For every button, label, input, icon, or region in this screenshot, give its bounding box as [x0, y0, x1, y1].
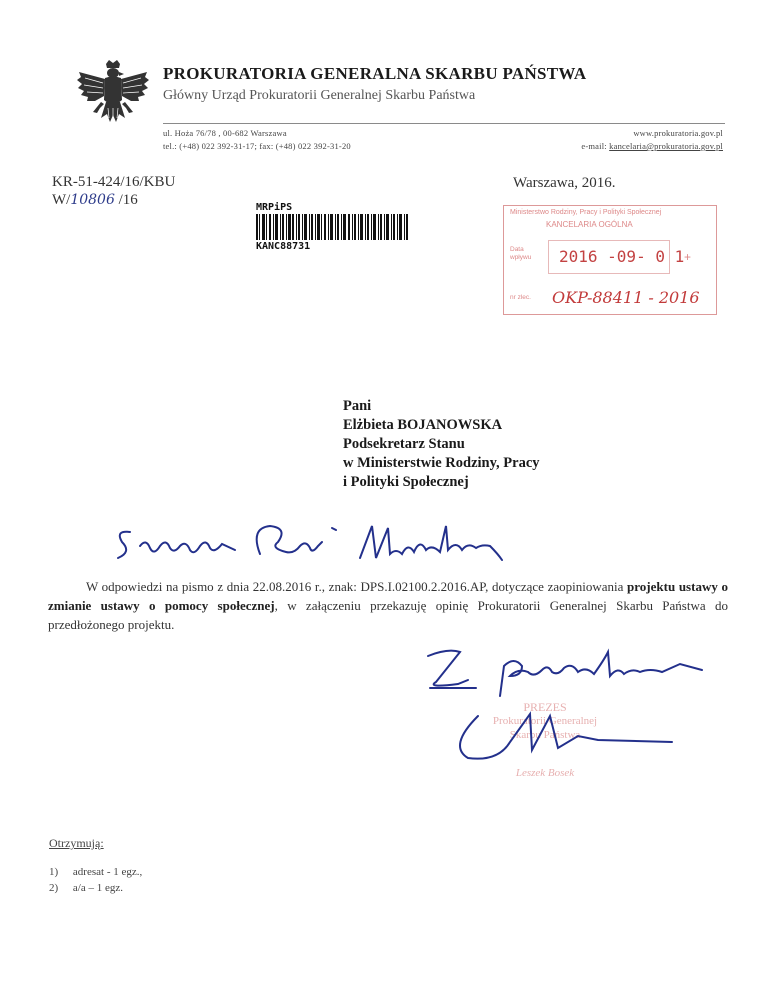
recipient-line: w Ministerstwie Rodziny, Pracy [343, 455, 540, 471]
president-stamp-name: Leszek Bosek [515, 767, 575, 779]
incoming-ref-handwritten: 10806 [70, 192, 115, 208]
header-website: www.prokuratoria.gov.pl [633, 128, 723, 138]
body-text-part1: W odpowiedzi na pismo z dnia 22.08.2016 r., znak: DPS.I.02100.2.2016.AP, dotyczące zaopiniowania [86, 579, 628, 594]
eagle-emblem-icon [75, 58, 151, 128]
handwritten-regards [418, 642, 708, 702]
receipt-stamp-office: KANCELARIA OGÓLNA [546, 220, 633, 229]
handwritten-salutation [110, 518, 530, 568]
receipt-stamp [503, 205, 717, 315]
receipt-stamp-ministry: Ministerstwo Rodziny, Pracy i Polityki Społecznej [510, 209, 662, 216]
recipient-block [343, 397, 540, 492]
list-item-text: a/a – 1 egz. [72, 882, 124, 894]
recipient-line: i Polityki Społecznej [343, 474, 469, 490]
header-email-label: e-mail: [581, 141, 610, 151]
header-divider [163, 123, 725, 124]
body-text-part2: , w załączeniu przekazuję opinię Prokuratorii Generalnej Skarbu Państwa do przedłożonego projektu. [48, 598, 728, 632]
institution-title: PROKURATORIA GENERALNA SKARBU PAŃSTWA [163, 64, 587, 83]
barcode-top-label: MRPiPS [256, 202, 293, 213]
list-item-number: 1) [49, 866, 59, 878]
list-item-text: adresat - 1 egz., [72, 866, 143, 878]
list-item-number: 2) [49, 882, 59, 894]
letter-date: Warszawa, 2016. [513, 175, 616, 191]
recipients-list-item [49, 866, 142, 878]
recipients-list-label: Otrzymują: [49, 836, 104, 850]
president-signature [438, 706, 678, 766]
president-stamp-line2: Prokuratorii Generalnej [492, 715, 598, 727]
president-stamp-line3: Skarbu Państwa [509, 729, 581, 741]
recipients-list-item [49, 882, 123, 894]
receipt-stamp-nr-label: nr zlec. [510, 294, 531, 301]
header-phone: tel.: (+48) 022 392-31-17; fax: (+48) 022 392-31-20 [163, 141, 351, 151]
receipt-stamp-date: 2016 -09- 0 1 [559, 247, 685, 266]
incoming-reference [52, 192, 138, 209]
institution-subtitle: Główny Urząd Prokuratorii Generalnej Skarbu Państwa [163, 88, 476, 103]
receipt-stamp-number: OKP-88411 - 2016 [552, 288, 700, 307]
receipt-stamp-date-label: Data wpływu [510, 246, 532, 261]
incoming-ref-suffix: /16 [114, 192, 138, 208]
body-text-bold: projektu ustawy o zmianie ustawy o pomocy społecznej [48, 579, 728, 613]
case-reference: KR-51-424/16/KBU [52, 174, 176, 190]
letter-body [48, 577, 728, 634]
incoming-ref-prefix: W/ [52, 192, 71, 208]
header-email-link[interactable]: kancelaria@prokuratoria.gov.pl [609, 141, 723, 151]
recipient-line: Podsekretarz Stanu [343, 436, 465, 452]
president-stamp-title: PREZES [523, 700, 567, 714]
header-email-line [581, 141, 723, 151]
recipient-line: Pani [343, 398, 372, 414]
barcode-bottom-label: KANC88731 [256, 241, 311, 252]
header-address: ul. Hoża 76/78 , 00-682 Warszawa [163, 128, 287, 138]
receipt-stamp-plus-icon: + [684, 250, 692, 264]
recipient-line: Elżbieta BOJANOWSKA [343, 417, 503, 433]
